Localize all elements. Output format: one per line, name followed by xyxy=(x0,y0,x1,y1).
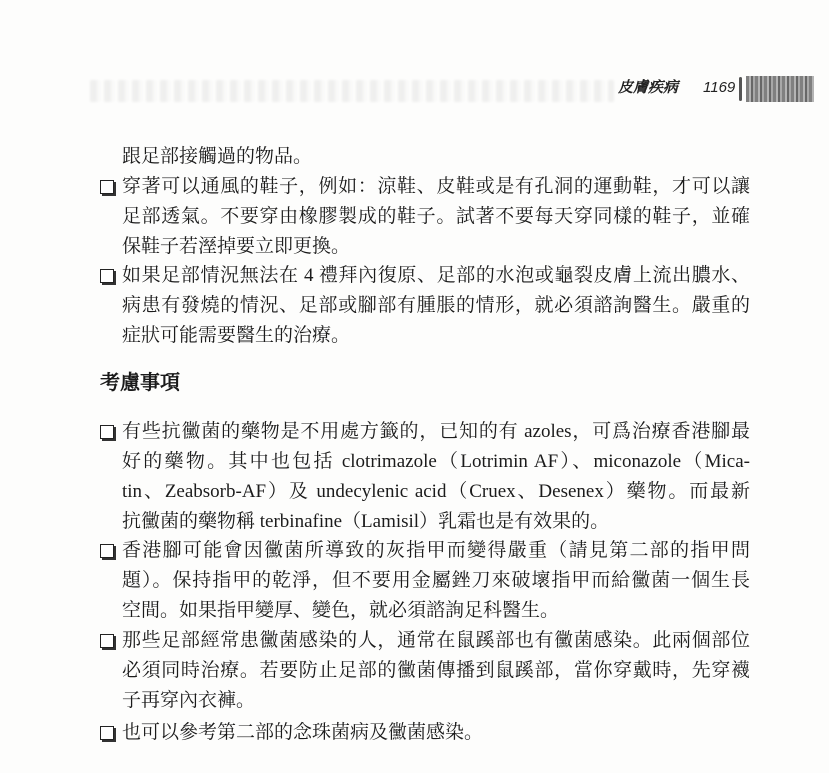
text-line: 症狀可能需要醫生的治療。 xyxy=(122,325,351,346)
page-number: 1169 xyxy=(703,79,736,96)
running-header-section-title: 皮膚疾病 xyxy=(618,80,679,96)
text-line: 也可以參考第二部的念珠菌病及黴菌感染。 xyxy=(122,722,484,743)
header-bracket-ornament xyxy=(739,77,742,101)
text-line: 足部透氣。不要穿由橡膠製成的鞋子。試著不要每天穿同樣的鞋子，並確 xyxy=(122,206,750,227)
checkbox-bullet-icon xyxy=(100,425,114,439)
header-thumb-tab-ornament xyxy=(746,76,814,102)
text-line: 有些抗黴菌的藥物是不用處方籤的，已知的有 azoles，可爲治療香港腳最 xyxy=(122,421,750,442)
checkbox-bullet-icon xyxy=(100,180,114,194)
text-line: 子再穿內衣褲。 xyxy=(122,690,256,711)
text-line: 跟足部接觸過的物品。 xyxy=(122,146,313,167)
section-heading: 考慮事項 xyxy=(100,372,180,394)
text-line: 空間。如果指甲變厚、變色，就必須諮詢足科醫生。 xyxy=(122,600,560,621)
intro-paragraph xyxy=(122,142,750,172)
tip-item xyxy=(122,261,750,351)
text-line: 那些足部經常患黴菌感染的人，通常在鼠蹊部也有黴菌感染。此兩個部位 xyxy=(122,630,750,651)
text-line: 病患有發燒的情況、足部或腳部有腫脹的情形，就必須諮詢醫生。嚴重的 xyxy=(122,295,750,316)
text-line: 香港腳可能會因黴菌所導致的灰指甲而變得嚴重（請見第二部的指甲問 xyxy=(122,540,750,561)
consideration-item xyxy=(122,626,750,716)
checkbox-bullet-icon xyxy=(100,269,114,283)
tip-item xyxy=(122,172,750,262)
text-line: 穿著可以通風的鞋子，例如：涼鞋、皮鞋或是有孔洞的運動鞋，才可以讓 xyxy=(122,176,750,197)
text-line: 好的藥物。其中也包括 clotrimazole（Lotrimin AF）、miconazole（Mica- xyxy=(122,451,750,472)
consideration-item xyxy=(122,417,750,537)
consideration-item xyxy=(122,718,750,748)
text-line: tin、Zeabsorb-AF）及 undecylenic acid（Cruex、Desenex）藥物。而最新 xyxy=(122,481,750,502)
checkbox-bullet-icon xyxy=(100,544,114,558)
text-line: 保鞋子若溼掉要立即更換。 xyxy=(122,236,351,257)
checkbox-bullet-icon xyxy=(100,634,114,648)
text-line: 如果足部情況無法在 4 禮拜內復原、足部的水泡或龜裂皮膚上流出膿水、 xyxy=(122,265,750,286)
text-line: 題）。保持指甲的乾淨，但不要用金屬銼刀來破壞指甲而給黴菌一個生長 xyxy=(122,570,750,591)
checkbox-bullet-icon xyxy=(100,726,114,740)
bleed-through-shadow xyxy=(90,80,614,102)
consideration-item xyxy=(122,536,750,626)
text-line: 必須同時治療。若要防止足部的黴菌傳播到鼠蹊部，當你穿戴時，先穿襪 xyxy=(122,660,750,681)
text-line: 抗黴菌的藥物稱 terbinafine（Lamisil）乳霜也是有效果的。 xyxy=(122,511,610,532)
